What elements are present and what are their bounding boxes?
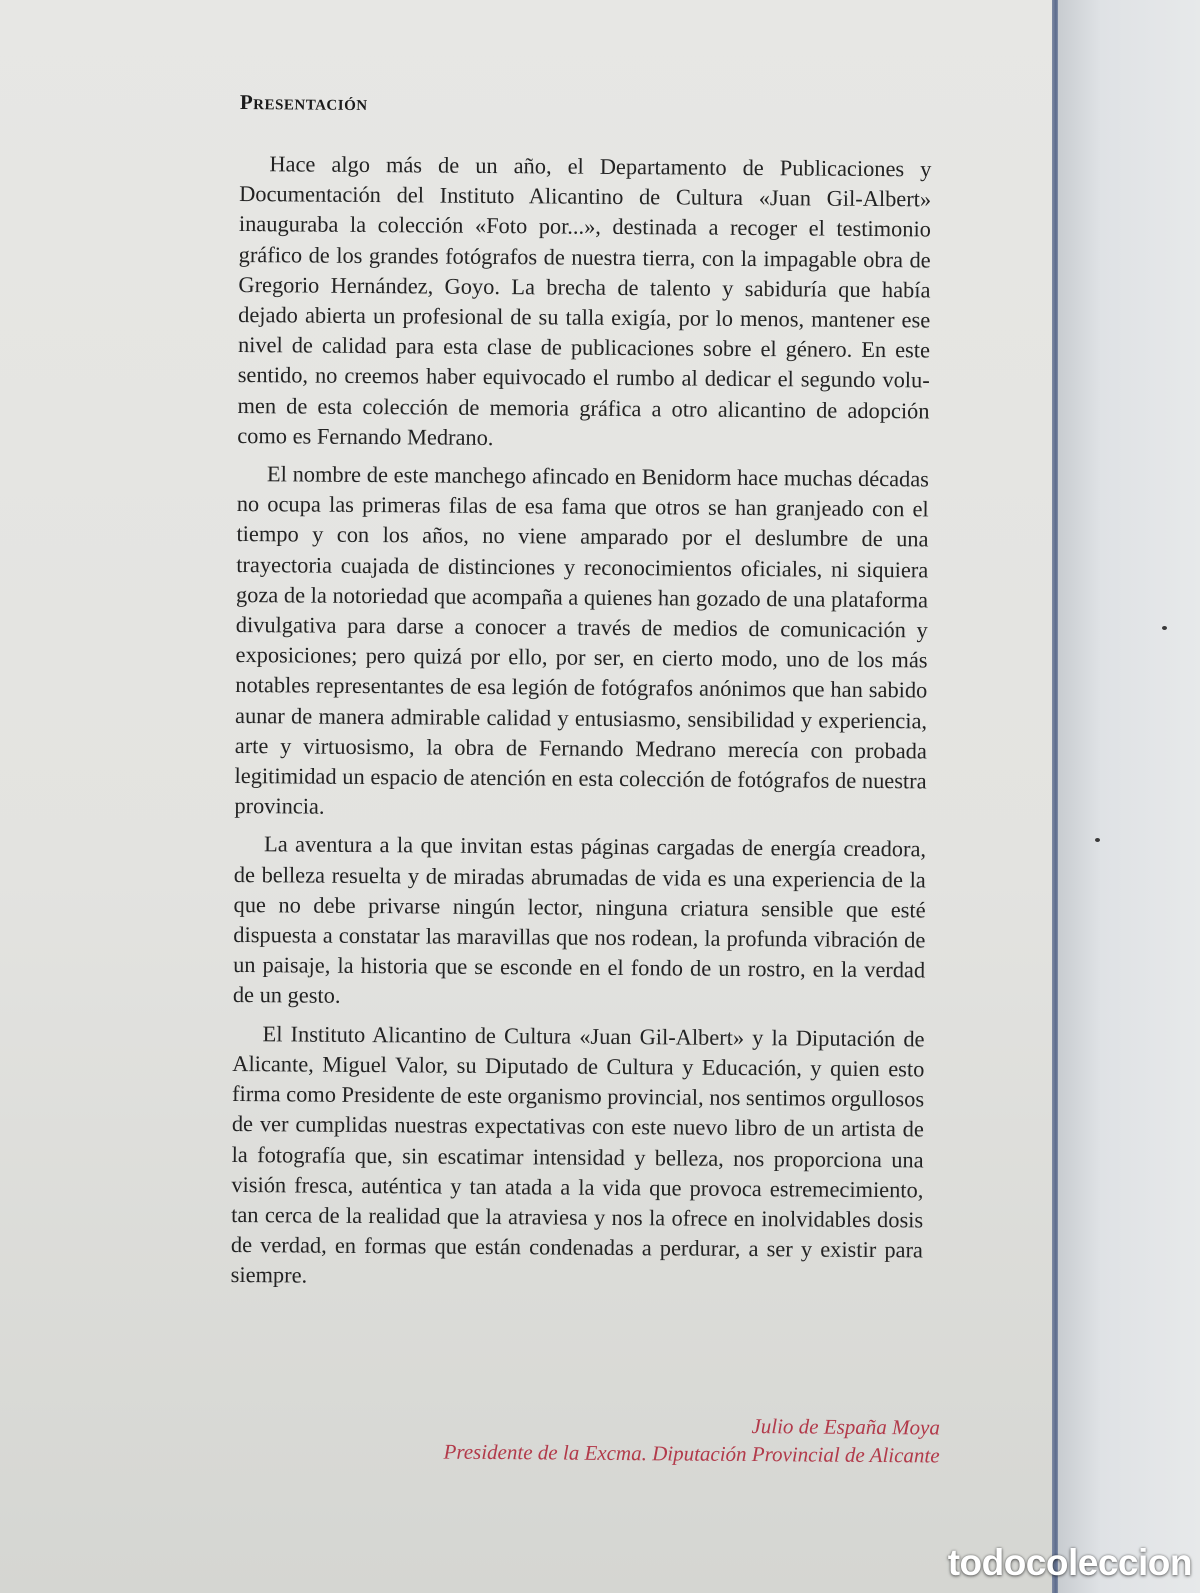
paragraph-3: La aventura a la que invitan estas páginas cargadas de energía creadora, de belleza resuelta y de miradas abrumadas de vida es una experiencia de la que no debe privarse ningún lector, ninguna criatura sensible que esté dispuesta a constatar las maravillas que nos rodean, la profunda vibración de un paisaje, la historia que se esconde en el fondo de un rostro, en la verdad de un gesto. [232, 831, 927, 1009]
signature-block [240, 1408, 940, 1469]
page-title: Presentación [239, 90, 368, 116]
dust-speck [1095, 838, 1100, 842]
watermark-logo: todocoleccion [947, 1542, 1192, 1583]
signature-role: Presidente de la Excma. Diputación Provincial de Alicante [443, 1439, 940, 1468]
dust-speck [1162, 626, 1167, 630]
paragraph-2: El nombre de este manchego afincado en Benidorm hace muchas décadas no ocupa las primeras filas de esa fama que otros se han granjeado con el tiempo y con los años, no viene amparado por el deslumbre de una trayectoria cuajada de distinciones y reconocimientos oficiales, ni siquiera goza de la notoriedad que acompaña a quienes han gozado de una plataforma divulgativa para darse a conocer a través de medios de comunicación y exposiciones; pero quizá por ello, por ser, en cierto modo, uno de los más notables representantes de esa legión de fotógrafos anónimos que han sabido aunar de manera admirable calidad y entusiasmo, sensibilidad y experiencia, arte y virtuosismo, la obra de Fernando Medrano merecía con probada legitimidad un espacio de atención en esta colección de fotógrafos de nuestra provincia. [234, 461, 930, 819]
page-content [231, 90, 932, 1304]
signature-name: Julio de España Moya [751, 1414, 940, 1440]
background-surface [1058, 0, 1200, 1593]
paragraph-1: Hace algo más de un año, el Departamento de Publicaciones y Documentación del Instituto Alicantino de Cultura «Juan Gil-Albert» inauguraba la colección «Foto por...», destinada a recoger el testimonio gráfico de los grandes fotógrafos de nuestra tierra, con la impagable obra de Gregorio Hernández, Goyo. La brecha de talento y sabiduría que había dejado abierta un profesional de su talla exigía, por lo menos, mantener ese nivel de calidad para esta clase de publicaciones sobre el género. En este sentido, no creemos haber equivocado el rumbo al dedicar el segundo volumen de esta colección de memoria gráfica a otro alicantino de adopción como es Fernando Medrano. [237, 151, 932, 450]
paragraph-4: El Instituto Alicantino de Cultura «Juan Gil-Albert» y la Diputación de Alicante, Miguel Valor, su Diputado de Cultura y Educación, y quien esto firma como Presidente de este organismo provincial, nos sentimos orgullosos de ver cumplidas nuestras expectativas con este nuevo libro de un artista de la fotografía que, sin escatimar intensidad y belleza, nos proporciona una visión fresca, auténtica y tan atada a la vida que provoca estremecimiento, tan cerca de la realidad que la atraviesa y nos la ofrece en inolvidables dosis de verdad, en formas que están condenadas a perdurar, a ser y existir para siempre. [230, 1020, 925, 1288]
